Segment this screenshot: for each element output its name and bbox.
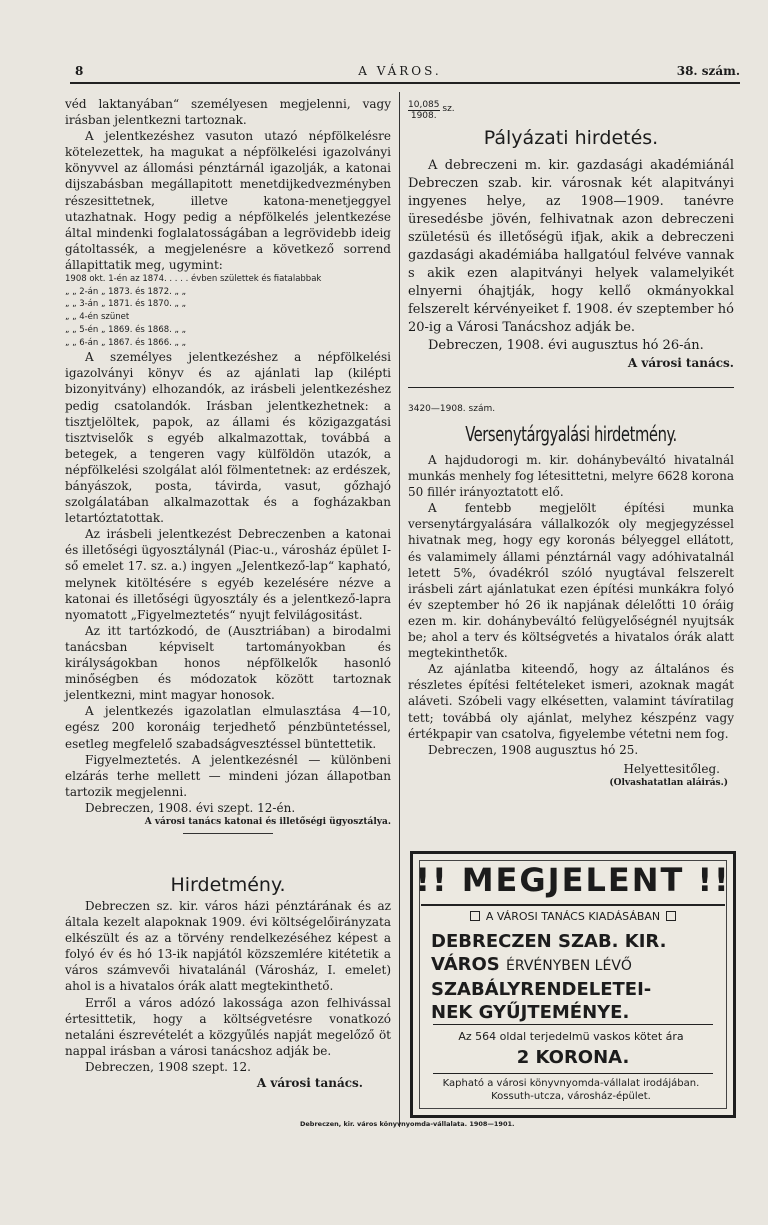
article-paragraph: A személyes jelentkezéshez a népfölkelési igazolványi könyv és az ajánlati lap (kilépti bizonyitvány) elhozandók, az irásbeli jelentkezéshez pedig csatolandók. Irásban jelentkezhetnek: a tisztjelöltek, papok, az állami és közigazgatási tisztviselők s egyéb alkalmazottak, továbbá a betegek, a tengeren vagy külföldön utazók, a népfölkelési szolgálat alól fölmentetnek: az erdészek, bányászok, posta, távirda, vasut, gőzhajó szolgálatában alkalmazottak és a fogházakban letartóztatottak.: [65, 350, 391, 526]
verseny-notice: [408, 404, 734, 789]
verseny-paragraph: A fentebb megjelölt építési munka versenytárgyalására vállalkozók oly megjegyzéssel hivatnak meg, hogy egy koronás bélyeggel ellátott, és valamimely állami pénztárnál vagy adóhivatalnál letett 5%, óvadékról szóló nyugtával felszerelt irásbeli zárt ajánlatukat ezen építési munkákra folyó év szeptember hó 26 ik napjának délelőtti 10 óráig ezen m. kir. dohánybeváltó felügyelőségnél nyujtsák be; ahol a terv és költségvetés a hivatalos órák alatt megtekinthetők.: [408, 501, 734, 661]
column-divider: [399, 92, 400, 1127]
article-paragraph: A jelentkezéshez vasuton utazó népfölkelésre kötelezettek, ha magukat a népfölkelési igazolványi könyvvel az állomási pénztárnál igazolják, a katonai dijszabásban megállapitott menetdijkedvezményben részesittetnek, illetve katona-menetjeggyel utazhatnak. Hogy pedig a népfölkelés jelentkezése által mindenki foglalatosságában a legrövidebb ideig gátoltassék, a megjelenésre a következő sorrend állapittatik meg, ugymint:: [65, 129, 391, 272]
verseny-paragraph: A hajdudorogi m. kir. dohánybeváltó hivatalnál munkás menhely fog létesittetni, melyre 6628 korona 50 fillér irányoztatott elő.: [408, 453, 734, 500]
ad-price: 2 KORONA.: [516, 1047, 630, 1068]
ad-description: Az 564 oldal terjedelmü vaskos kötet ára: [458, 1030, 684, 1043]
page-header: [60, 64, 740, 82]
article-signature: A városi tanács katonai és illetőségi ügyosztálya.: [144, 816, 391, 827]
ad-line: DEBRECZEN SZAB. KIR.: [431, 931, 667, 952]
palyazat-signature: A városi tanács.: [627, 356, 734, 370]
square-ornament-icon: [666, 911, 676, 921]
ad-rule: [433, 1024, 713, 1025]
notice-paragraph: Erről a város adózó lakossága azon felhivással értesittetik, hogy a költségvetésre vonatkozó netaláni észrevételét a közgyűlés napját megelőző öt nappal irásban a városi tanácshoz adják be.: [65, 995, 391, 1058]
schedule-row: 1908 okt. 1-én az 1874. . . . . évben születtek és fiatalabbak: [65, 274, 322, 285]
palyazat-paragraph: A debreczeni m. kir. gazdasági akadémiánál Debreczen szab. kir. városnak két alapitványi ingyenes helye, az 1908—1909. tanévre üresedésbe jövén, felhivatnak azon debreczeni születésü és illetőségü ifjak, akik a debreczeni gazdasági akadémiába hallgatóul felvéve vannak s akik ezen alapitványi helyek valamelyikét elnyerni óhajtják, hogy kellő okmányokkal felszerelt kérvényeiket f. 1908. év szeptember hó 20-ig a Városi Tanácshoz adják be.: [408, 158, 734, 335]
printer-footer: Debreczen, kir. város könyvnyomda-vállalata. 1908—1901.: [300, 1120, 515, 1128]
article-paragraph: Az itt tartózkodó, de (Ausztriában) a birodalmi tanácsban képviselt tartományokban és királyságokban honos népfölkelők hasonló minőségben és módozatok között tartoznak jelentkezni, mint magyar honosok.: [65, 623, 391, 703]
article-paragraph: A jelentkezés igazolatlan elmulasztása 4—10, egész 200 koronáig terjedhető pénzbüntetéssel, esetleg megfelelő szabadságvesztéssel büntettetik.: [65, 704, 391, 751]
section-rule: [408, 387, 734, 388]
hirdetmeny-title: Hirdetmény.: [170, 874, 286, 896]
ad-line-part: ÉRVÉNYBEN LÉVŐ: [506, 958, 632, 974]
page-number: 8: [75, 64, 84, 78]
ad-line: SZABÁLYRENDELETEI-: [431, 979, 652, 1000]
schedule-row: „ „ 4-én szünet: [65, 312, 130, 323]
ad-line: NEK GYŰJTEMÉNYE.: [431, 1002, 630, 1023]
issue-number: 38. szám.: [676, 64, 740, 78]
ref-number: 10,085: [408, 100, 440, 110]
verseny-date: Debreczen, 1908 augusztus hó 25.: [428, 742, 639, 757]
article-date: Debreczen, 1908. évi szept. 12-én.: [85, 800, 296, 815]
ad-line-part: VÁROS: [431, 954, 500, 975]
ad-publisher: [413, 909, 733, 924]
ad-availability: Kapható a városi könyvnyomda-vállalat irodájában. Kossuth-utcza, városház-épület.: [442, 1078, 700, 1102]
verseny-ref: 3420—1908. szám.: [408, 404, 496, 414]
verseny-title: Versenytárgyalási hirdetmény.: [465, 422, 677, 446]
header-rule: [70, 82, 740, 84]
schedule-table: [65, 273, 391, 349]
hirdetmeny-notice: [65, 870, 391, 1091]
ad-title: !! MEGJELENT !!: [415, 861, 731, 899]
schedule-row: „ „ 3-án „ 1871. és 1870. „ „: [65, 299, 187, 310]
palyazat-notice: [408, 100, 734, 371]
article-paragraph: Figyelmeztetés. A jelentkezésnél — különbeni elzárás terhe mellett — mindeni józan állapotban tartozik megjelenni.: [65, 752, 391, 799]
notice-date: Debreczen, 1908 szept. 12.: [85, 1059, 251, 1074]
verseny-paragraph: Az ajánlatba kiteendő, hogy az általános és részletes építési feltételeket ismeri, azoknak magát aláveti. Szóbeli vagy elkésetten, valamint távíratilag tett; továbbá oly ajánlat, melyhez készpénz vagy értékpapir van csatolva, figyelembe vétetni nem fog.: [408, 662, 734, 741]
ref-suffix: sz.: [442, 104, 455, 114]
megjelent-advertisement: [410, 851, 736, 1118]
ad-rule: [433, 1073, 713, 1074]
schedule-row: „ „ 6-án „ 1867. és 1866. „ „: [65, 337, 187, 348]
ad-publisher-text: A VÁROSI TANÁCS KIADÁSÁBAN: [485, 910, 661, 923]
article-paragraph: Az irásbeli jelentkezést Debreczenben a katonai és illetőségi ügyosztálynál (Piac-u., városház épület I-ső emelet 17. sz. a.) ingyen „Jelentkező-lap“ kapható, melynek kitöltésére s egyéb kezelésére nézve a katonai és illetőségi ügyosztály és a jelentkező-lapra nyomatott „Figyelmeztetés“ nyujt felvilágositást.: [65, 527, 392, 622]
ad-line: [431, 953, 711, 978]
section-rule: [183, 833, 273, 834]
ad-book-title: [431, 930, 711, 1024]
ref-year: 1908.: [410, 111, 437, 121]
left-article: [65, 96, 391, 842]
article-paragraph: véd laktanyában“ személyesen megjelenni, vagy irásban jelentkezni tartoznak.: [65, 97, 391, 128]
verseny-signature: Helyettesitőleg.: [623, 761, 720, 776]
palyazat-ref: [408, 100, 734, 121]
square-ornament-icon: [470, 911, 480, 921]
schedule-row: „ „ 2-án „ 1873. és 1872. „ „: [65, 286, 187, 297]
palyazat-date: Debreczen, 1908. évi augusztus hó 26-án.: [428, 338, 704, 353]
notice-signature: A városi tanács.: [256, 1076, 363, 1091]
palyazat-title: Pályázati hirdetés.: [483, 127, 659, 149]
ad-rule: [421, 904, 725, 906]
schedule-row: „ „ 5-én „ 1869. és 1868. „ „: [65, 324, 187, 335]
newspaper-title: A VÁROS.: [358, 64, 442, 78]
verseny-signature-note: (Olvashatatlan aláirás.): [609, 777, 728, 788]
notice-paragraph: Debreczen sz. kir. város házi pénztárának és az általa kezelt alapoknak 1909. évi költségelőirányzata elkészült és az a törvény rendelkezéséhez képest a folyó év és hó 13-ik napjától közszemlére kitétetik a város számvevői hivatalánál (Városház, I. emelet) ahol is a hivatalos órák alatt megtekinthető.: [65, 899, 391, 994]
